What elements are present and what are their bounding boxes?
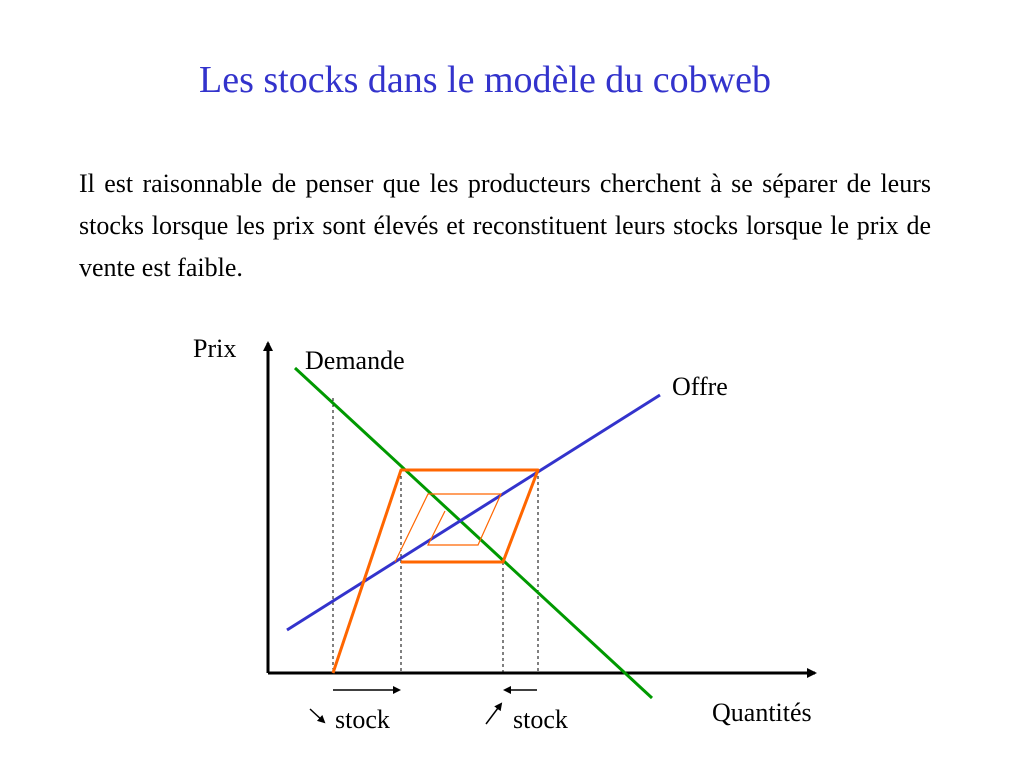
slide-paragraph: Il est raisonnable de penser que les producteurs cherchent à se séparer de leurs stocks lorsque les prix sont élevés et reconstituent leurs stocks lorsque le prix de vente est faible. [79,169,931,282]
cobweb-outer-path [333,470,538,673]
x-axis-label: Quantités [712,698,812,727]
stock-right-label: stock [513,705,568,734]
supply-label: Offre [672,372,728,401]
stock-left-diagonal-arrow [310,709,324,722]
demand-line [295,368,652,698]
slide-title: Les stocks dans le modèle du cobweb [199,59,771,101]
stock-right-diagonal-arrow [486,704,501,724]
supply-line [287,395,660,630]
stock-left-label: stock [335,705,390,734]
y-axis-label: Prix [193,334,237,363]
demand-label: Demande [305,346,405,375]
